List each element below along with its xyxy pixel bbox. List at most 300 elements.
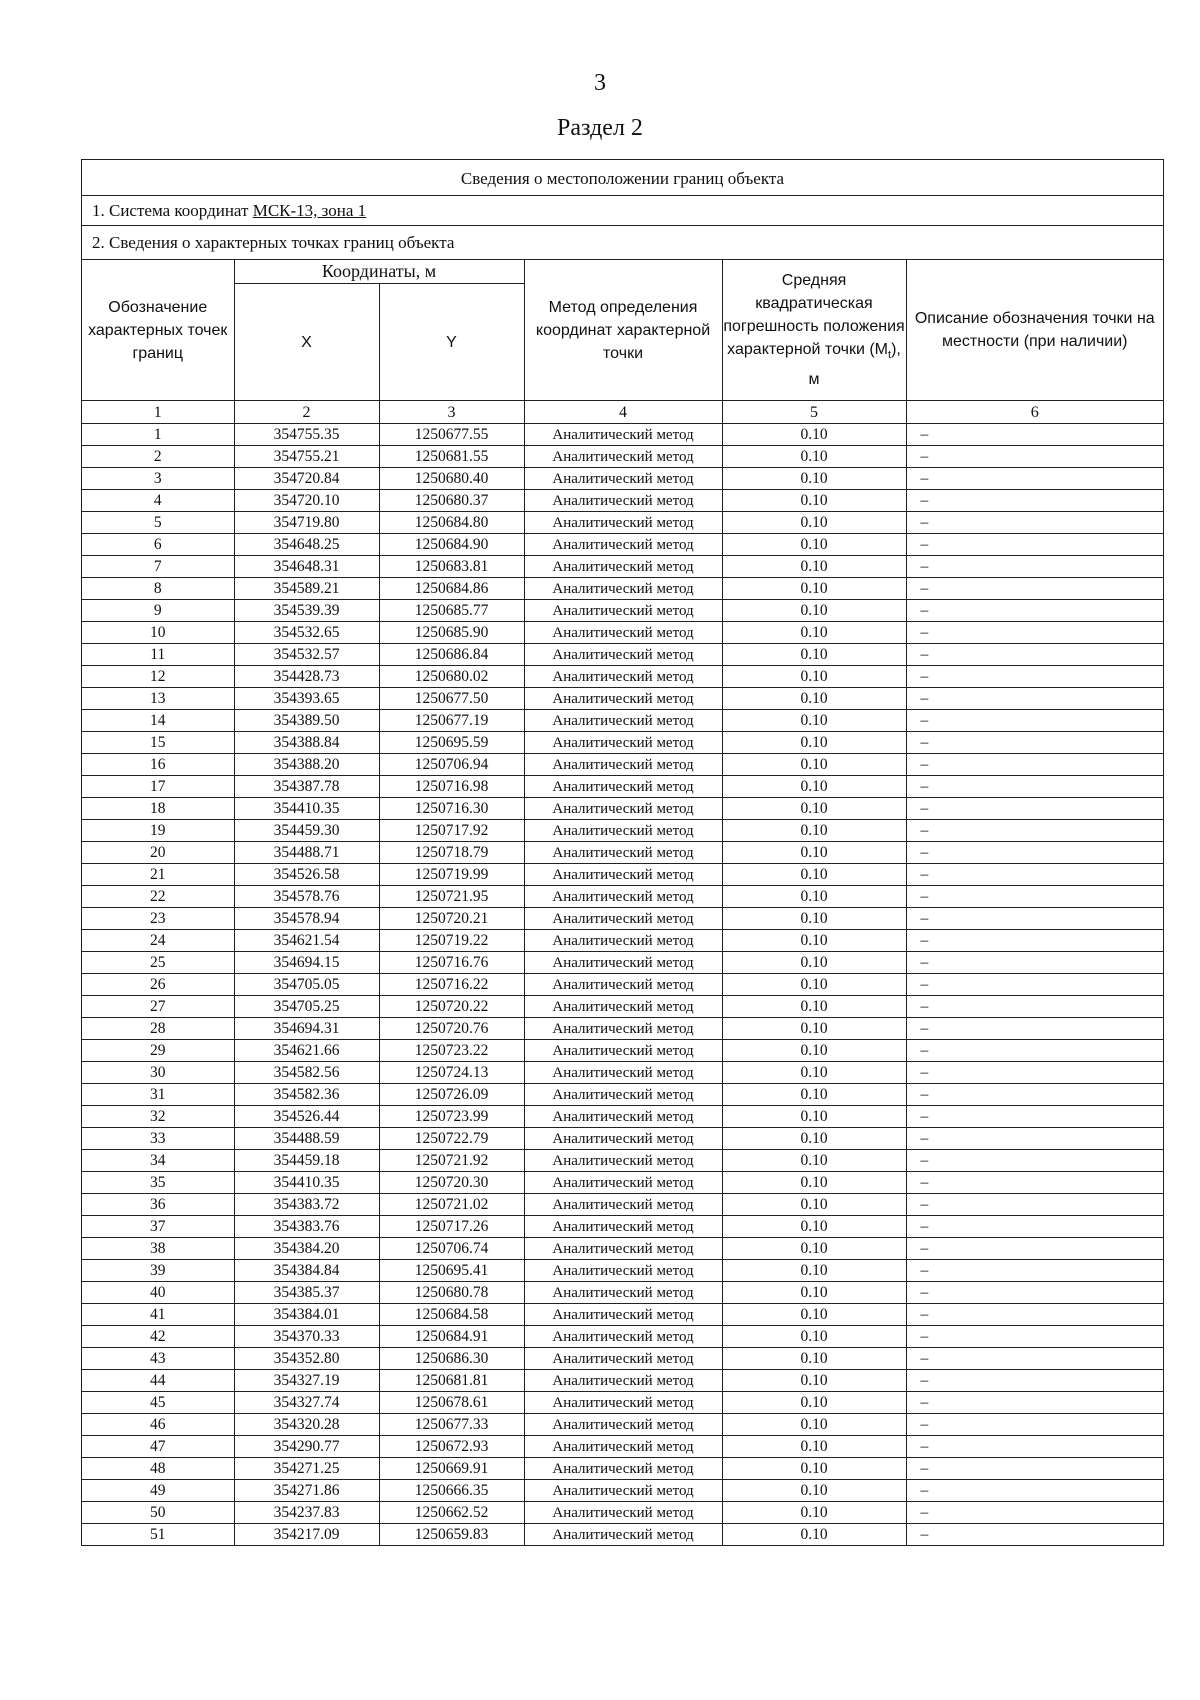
description: – [906, 1018, 1163, 1040]
point-number: 16 [82, 754, 234, 776]
error-value: 0.10 [722, 1282, 906, 1304]
table-row [82, 1216, 1163, 1238]
point-number: 11 [82, 644, 234, 666]
table-row [82, 732, 1163, 754]
error-value: 0.10 [722, 1062, 906, 1084]
point-number: 6 [82, 534, 234, 556]
coord-x: 354459.18 [234, 1150, 379, 1172]
coord-y: 1250706.74 [379, 1238, 524, 1260]
point-number: 35 [82, 1172, 234, 1194]
error-value: 0.10 [722, 908, 906, 930]
coord-x: 354532.57 [234, 644, 379, 666]
coord-x: 354694.15 [234, 952, 379, 974]
coord-x: 354532.65 [234, 622, 379, 644]
point-number: 24 [82, 930, 234, 952]
coord-x: 354621.66 [234, 1040, 379, 1062]
coord-y: 1250684.90 [379, 534, 524, 556]
table-row [82, 1436, 1163, 1458]
description: – [906, 820, 1163, 842]
point-number: 42 [82, 1326, 234, 1348]
page-number: 3 [594, 70, 606, 96]
error-value: 0.10 [722, 1150, 906, 1172]
coord-y: 1250686.30 [379, 1348, 524, 1370]
coord-y: 1250677.19 [379, 710, 524, 732]
coord-x: 354526.44 [234, 1106, 379, 1128]
point-number: 44 [82, 1370, 234, 1392]
point-number: 40 [82, 1282, 234, 1304]
table-row [82, 1282, 1163, 1304]
error-value: 0.10 [722, 1414, 906, 1436]
coord-y: 1250695.59 [379, 732, 524, 754]
coord-y: 1250681.55 [379, 446, 524, 468]
method: Аналитический метод [524, 1480, 722, 1502]
table-row [82, 1348, 1163, 1370]
error-value: 0.10 [722, 820, 906, 842]
point-number: 21 [82, 864, 234, 886]
col-number: 4 [524, 401, 722, 424]
table-row [82, 1062, 1163, 1084]
error-value: 0.10 [722, 578, 906, 600]
description: – [906, 1392, 1163, 1414]
point-number: 26 [82, 974, 234, 996]
table-row [82, 1194, 1163, 1216]
method: Аналитический метод [524, 534, 722, 556]
coord-x: 354410.35 [234, 1172, 379, 1194]
table-row [82, 776, 1163, 798]
method: Аналитический метод [524, 1018, 722, 1040]
point-number: 38 [82, 1238, 234, 1260]
point-number: 48 [82, 1458, 234, 1480]
coord-x: 354237.83 [234, 1502, 379, 1524]
coord-y: 1250720.30 [379, 1172, 524, 1194]
error-value: 0.10 [722, 1260, 906, 1282]
table-row [82, 556, 1163, 578]
table-row [82, 666, 1163, 688]
description: – [906, 622, 1163, 644]
coord-x: 354217.09 [234, 1524, 379, 1546]
point-number: 15 [82, 732, 234, 754]
description: – [906, 908, 1163, 930]
coord-x: 354648.31 [234, 556, 379, 578]
error-value: 0.10 [722, 1370, 906, 1392]
method: Аналитический метод [524, 952, 722, 974]
description: – [906, 1062, 1163, 1084]
point-number: 33 [82, 1128, 234, 1150]
col-number: 5 [722, 401, 906, 424]
coord-x: 354389.50 [234, 710, 379, 732]
method: Аналитический метод [524, 754, 722, 776]
description: – [906, 1304, 1163, 1326]
method: Аналитический метод [524, 556, 722, 578]
description: – [906, 1128, 1163, 1150]
description: – [906, 1414, 1163, 1436]
description: – [906, 1260, 1163, 1282]
error-value: 0.10 [722, 842, 906, 864]
coord-y: 1250662.52 [379, 1502, 524, 1524]
error-value: 0.10 [722, 534, 906, 556]
error-value: 0.10 [722, 930, 906, 952]
description: – [906, 974, 1163, 996]
table-row [82, 1480, 1163, 1502]
coord-y: 1250726.09 [379, 1084, 524, 1106]
table-row [82, 1392, 1163, 1414]
table-row [82, 930, 1163, 952]
error-value: 0.10 [722, 1172, 906, 1194]
coord-x: 354720.84 [234, 468, 379, 490]
table-row [82, 688, 1163, 710]
point-number: 28 [82, 1018, 234, 1040]
table-row [82, 1172, 1163, 1194]
table-row [82, 1150, 1163, 1172]
description: – [906, 688, 1163, 710]
error-value: 0.10 [722, 974, 906, 996]
col-header-method: Метод определения координат характерной точки [524, 260, 722, 401]
table-row [82, 1238, 1163, 1260]
col-number: 3 [379, 401, 524, 424]
table-row [82, 974, 1163, 996]
coord-y: 1250717.92 [379, 820, 524, 842]
col-header-description: Описание обозначения точки на местности (при наличии) [906, 260, 1163, 401]
method: Аналитический метод [524, 1348, 722, 1370]
method: Аналитический метод [524, 688, 722, 710]
method: Аналитический метод [524, 776, 722, 798]
point-number: 51 [82, 1524, 234, 1546]
table-row [82, 952, 1163, 974]
method: Аналитический метод [524, 798, 722, 820]
boundary-info-form [81, 159, 1164, 1546]
coord-x: 354459.30 [234, 820, 379, 842]
table-row [82, 798, 1163, 820]
coord-x: 354383.72 [234, 1194, 379, 1216]
description: – [906, 578, 1163, 600]
error-value: 0.10 [722, 996, 906, 1018]
method: Аналитический метод [524, 666, 722, 688]
error-value: 0.10 [722, 446, 906, 468]
table-row [82, 710, 1163, 732]
coord-x: 354428.73 [234, 666, 379, 688]
description: – [906, 1106, 1163, 1128]
table-row [82, 842, 1163, 864]
coord-y: 1250718.79 [379, 842, 524, 864]
point-number: 3 [82, 468, 234, 490]
coordinate-system-value: МСК-13, зона 1 [252, 201, 367, 220]
method: Аналитический метод [524, 1128, 722, 1150]
coord-x: 354648.25 [234, 534, 379, 556]
description: – [906, 424, 1163, 446]
error-value: 0.10 [722, 798, 906, 820]
coord-y: 1250680.78 [379, 1282, 524, 1304]
coord-y: 1250680.40 [379, 468, 524, 490]
description: – [906, 776, 1163, 798]
method: Аналитический метод [524, 710, 722, 732]
method: Аналитический метод [524, 644, 722, 666]
table-row [82, 1414, 1163, 1436]
method: Аналитический метод [524, 1084, 722, 1106]
method: Аналитический метод [524, 974, 722, 996]
coord-y: 1250685.90 [379, 622, 524, 644]
coord-x: 354320.28 [234, 1414, 379, 1436]
table-row [82, 754, 1163, 776]
coord-x: 354384.20 [234, 1238, 379, 1260]
coord-x: 354705.25 [234, 996, 379, 1018]
coord-x: 354387.78 [234, 776, 379, 798]
coord-y: 1250684.58 [379, 1304, 524, 1326]
method: Аналитический метод [524, 1502, 722, 1524]
point-number: 12 [82, 666, 234, 688]
method: Аналитический метод [524, 490, 722, 512]
point-number: 5 [82, 512, 234, 534]
description: – [906, 1194, 1163, 1216]
coord-y: 1250686.84 [379, 644, 524, 666]
points-section-title: 2. Сведения о характерных точках границ объекта [82, 226, 1163, 260]
point-number: 10 [82, 622, 234, 644]
point-number: 14 [82, 710, 234, 732]
description: – [906, 1216, 1163, 1238]
coord-x: 354488.59 [234, 1128, 379, 1150]
point-number: 45 [82, 1392, 234, 1414]
description: – [906, 952, 1163, 974]
description: – [906, 1524, 1163, 1546]
coord-x: 354388.20 [234, 754, 379, 776]
error-value: 0.10 [722, 1458, 906, 1480]
method: Аналитический метод [524, 1392, 722, 1414]
coordinate-system-line [82, 196, 1163, 226]
point-number: 9 [82, 600, 234, 622]
method: Аналитический метод [524, 1260, 722, 1282]
coord-x: 354578.94 [234, 908, 379, 930]
point-number: 34 [82, 1150, 234, 1172]
error-value: 0.10 [722, 886, 906, 908]
coord-y: 1250677.33 [379, 1414, 524, 1436]
coord-y: 1250721.92 [379, 1150, 524, 1172]
table-row [82, 644, 1163, 666]
description: – [906, 468, 1163, 490]
table-row [82, 1128, 1163, 1150]
col-header-x: X [234, 284, 379, 401]
coord-x: 354384.84 [234, 1260, 379, 1282]
coord-y: 1250659.83 [379, 1524, 524, 1546]
table-row [82, 424, 1163, 446]
coord-y: 1250685.77 [379, 600, 524, 622]
point-number: 13 [82, 688, 234, 710]
method: Аналитический метод [524, 1326, 722, 1348]
error-value: 0.10 [722, 424, 906, 446]
col-header-coords: Координаты, м [234, 260, 524, 284]
description: – [906, 1370, 1163, 1392]
table-row [82, 864, 1163, 886]
error-value: 0.10 [722, 1216, 906, 1238]
method: Аналитический метод [524, 622, 722, 644]
error-value: 0.10 [722, 1480, 906, 1502]
coord-y: 1250706.94 [379, 754, 524, 776]
coord-x: 354720.10 [234, 490, 379, 512]
point-number: 8 [82, 578, 234, 600]
method: Аналитический метод [524, 446, 722, 468]
method: Аналитический метод [524, 820, 722, 842]
error-value: 0.10 [722, 1238, 906, 1260]
method: Аналитический метод [524, 424, 722, 446]
table-row [82, 1524, 1163, 1546]
coord-y: 1250683.81 [379, 556, 524, 578]
table-row [82, 996, 1163, 1018]
method: Аналитический метод [524, 1216, 722, 1238]
coord-y: 1250720.76 [379, 1018, 524, 1040]
error-value: 0.10 [722, 1106, 906, 1128]
point-number: 50 [82, 1502, 234, 1524]
error-value: 0.10 [722, 1194, 906, 1216]
point-number: 41 [82, 1304, 234, 1326]
col-header-error: Средняя квадратическая погрешность положения характерной точки $(M_t)$, м [722, 260, 906, 401]
description: – [906, 1040, 1163, 1062]
point-number: 47 [82, 1436, 234, 1458]
coord-y: 1250720.21 [379, 908, 524, 930]
error-value: 0.10 [722, 1128, 906, 1150]
point-number: 27 [82, 996, 234, 1018]
error-value: 0.10 [722, 622, 906, 644]
error-value: 0.10 [722, 512, 906, 534]
description: – [906, 754, 1163, 776]
method: Аналитический метод [524, 1370, 722, 1392]
point-number: 36 [82, 1194, 234, 1216]
table-row [82, 1458, 1163, 1480]
error-value: 0.10 [722, 666, 906, 688]
table-row [82, 578, 1163, 600]
table-row [82, 1040, 1163, 1062]
description: – [906, 1238, 1163, 1260]
method: Аналитический метод [524, 930, 722, 952]
point-number: 37 [82, 1216, 234, 1238]
error-value: 0.10 [722, 952, 906, 974]
method: Аналитический метод [524, 1194, 722, 1216]
error-value: 0.10 [722, 1040, 906, 1062]
description: – [906, 644, 1163, 666]
coord-x: 354694.31 [234, 1018, 379, 1040]
table-row [82, 622, 1163, 644]
coord-y: 1250721.95 [379, 886, 524, 908]
method: Аналитический метод [524, 1282, 722, 1304]
coord-x: 354582.56 [234, 1062, 379, 1084]
coord-x: 354271.25 [234, 1458, 379, 1480]
method: Аналитический метод [524, 842, 722, 864]
coord-y: 1250719.99 [379, 864, 524, 886]
error-value: 0.10 [722, 1524, 906, 1546]
coord-x: 354290.77 [234, 1436, 379, 1458]
point-number: 7 [82, 556, 234, 578]
error-value: 0.10 [722, 1326, 906, 1348]
description: – [906, 1326, 1163, 1348]
error-value: 0.10 [722, 556, 906, 578]
coord-y: 1250717.26 [379, 1216, 524, 1238]
method: Аналитический метод [524, 864, 722, 886]
method: Аналитический метод [524, 996, 722, 1018]
coord-x: 354578.76 [234, 886, 379, 908]
coord-y: 1250716.22 [379, 974, 524, 996]
method: Аналитический метод [524, 1062, 722, 1084]
error-value: 0.10 [722, 1392, 906, 1414]
method: Аналитический метод [524, 468, 722, 490]
description: – [906, 1458, 1163, 1480]
table-row [82, 1018, 1163, 1040]
coord-x: 354383.76 [234, 1216, 379, 1238]
table-row [82, 512, 1163, 534]
error-value: 0.10 [722, 1348, 906, 1370]
coord-x: 354719.80 [234, 512, 379, 534]
table-row [82, 534, 1163, 556]
coord-y: 1250677.55 [379, 424, 524, 446]
coord-x: 354327.74 [234, 1392, 379, 1414]
coord-x: 354384.01 [234, 1304, 379, 1326]
error-value: 0.10 [722, 864, 906, 886]
coord-x: 354526.58 [234, 864, 379, 886]
method: Аналитический метод [524, 1436, 722, 1458]
description: – [906, 666, 1163, 688]
point-number: 4 [82, 490, 234, 512]
coord-x: 354352.80 [234, 1348, 379, 1370]
description: – [906, 864, 1163, 886]
description: – [906, 930, 1163, 952]
table-row [82, 908, 1163, 930]
point-number: 30 [82, 1062, 234, 1084]
coord-y: 1250680.02 [379, 666, 524, 688]
table-body [82, 424, 1163, 1546]
method: Аналитический метод [524, 1238, 722, 1260]
table-row [82, 1106, 1163, 1128]
description: – [906, 996, 1163, 1018]
col-number: 1 [82, 401, 234, 424]
coord-x: 354393.65 [234, 688, 379, 710]
point-number: 32 [82, 1106, 234, 1128]
table-row [82, 468, 1163, 490]
point-number: 23 [82, 908, 234, 930]
coord-y: 1250724.13 [379, 1062, 524, 1084]
table-row [82, 1260, 1163, 1282]
description: – [906, 1084, 1163, 1106]
method: Аналитический метод [524, 1414, 722, 1436]
table-row [82, 1304, 1163, 1326]
error-value: 0.10 [722, 1436, 906, 1458]
coord-x: 354539.39 [234, 600, 379, 622]
point-number: 1 [82, 424, 234, 446]
description: – [906, 446, 1163, 468]
coord-y: 1250721.02 [379, 1194, 524, 1216]
coord-y: 1250680.37 [379, 490, 524, 512]
error-value: 0.10 [722, 490, 906, 512]
error-value: 0.10 [722, 1304, 906, 1326]
coord-x: 354621.54 [234, 930, 379, 952]
description: – [906, 798, 1163, 820]
coord-x: 354271.86 [234, 1480, 379, 1502]
method: Аналитический метод [524, 1040, 722, 1062]
description: – [906, 1150, 1163, 1172]
description: – [906, 600, 1163, 622]
point-number: 2 [82, 446, 234, 468]
error-value: 0.10 [722, 710, 906, 732]
coord-x: 354410.35 [234, 798, 379, 820]
form-title: Сведения о местоположении границ объекта [82, 160, 1163, 196]
col-header-point: Обозначение характерных точек границ [82, 260, 234, 401]
description: – [906, 1502, 1163, 1524]
error-value: 0.10 [722, 600, 906, 622]
method: Аналитический метод [524, 1524, 722, 1546]
error-value: 0.10 [722, 732, 906, 754]
description: – [906, 556, 1163, 578]
coord-y: 1250716.76 [379, 952, 524, 974]
description: – [906, 1480, 1163, 1502]
coord-y: 1250719.22 [379, 930, 524, 952]
description: – [906, 732, 1163, 754]
boundary-points-table [82, 260, 1163, 1545]
point-number: 20 [82, 842, 234, 864]
